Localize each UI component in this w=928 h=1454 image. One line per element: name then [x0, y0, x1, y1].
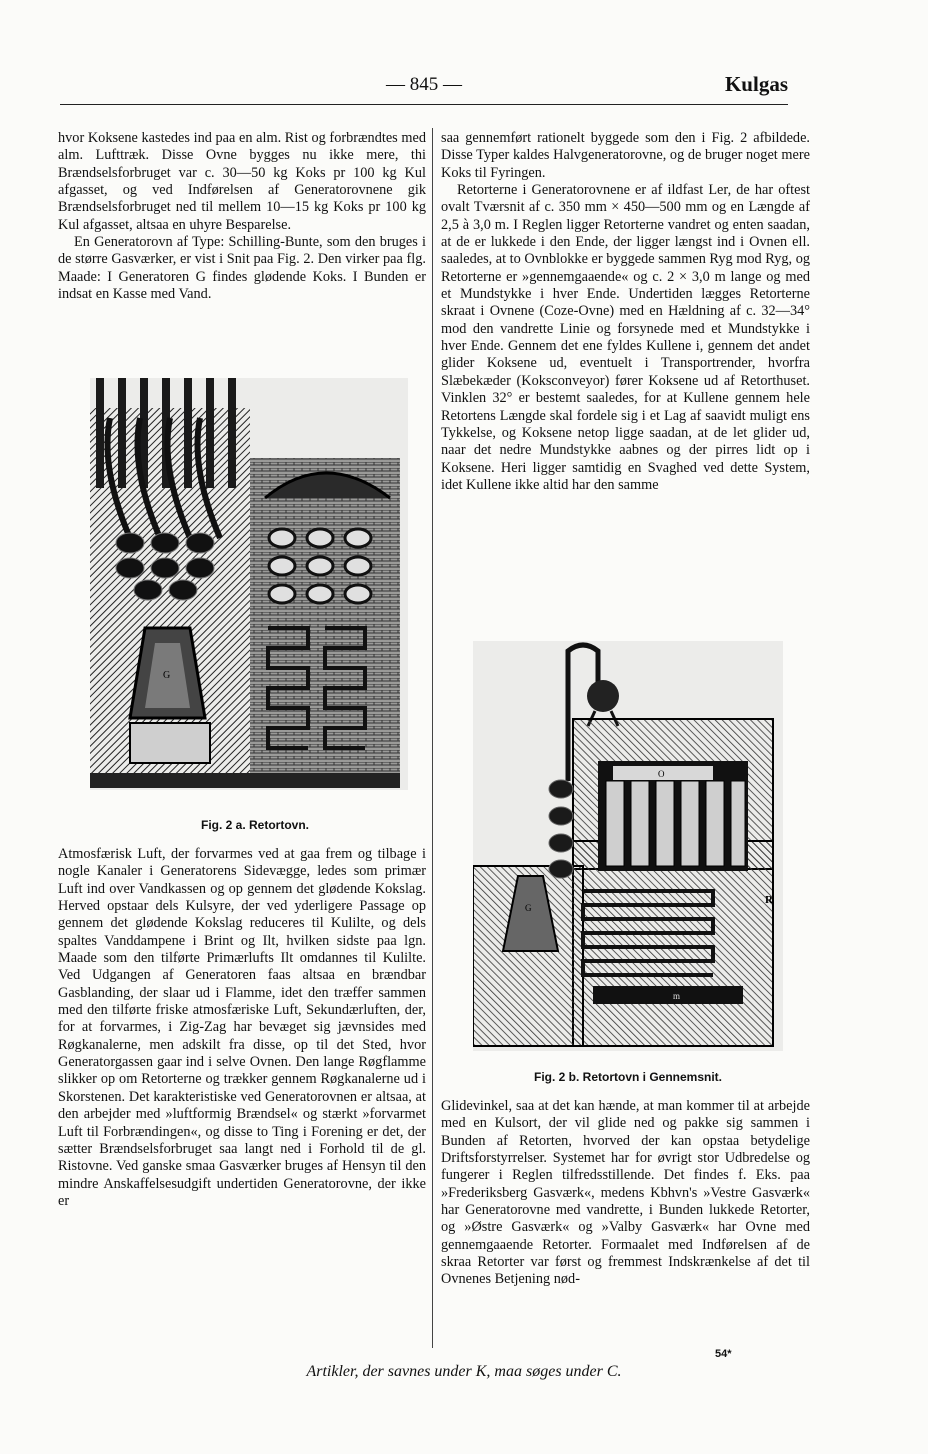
figure-2a-retortovn: [90, 378, 408, 790]
signature-mark: 54*: [715, 1348, 732, 1360]
fig-a-label-g: G: [163, 670, 171, 681]
right-column-top: [441, 130, 810, 494]
fig-b-label-m: m: [673, 991, 681, 1001]
fig-b-label-g: G: [525, 903, 532, 913]
page-header: [60, 70, 788, 104]
right-column-bottom: [441, 1098, 810, 1289]
paragraph: En Generatorovn af Type: Schilling-Bunte, som den bruges i de større Gasværker, er vist i Snit paa Fig. 2. Den virker paa flg. Maade: I Generatoren G findes glødende Koks. I Bunden er indsat en Kasse med Vand.: [58, 234, 426, 303]
paragraph: Retorterne i Generatorovnene er af ildfast Ler, de har oftest ovalt Tværsnit af c. 350 mm × 450—500 mm og en Længde af 2,5 à 3,0 m. I Reglen ligger Retorterne vandret og enten saadan, at de er lukkede i den Ende, der ligger længst ind i Ovnen ell. saaledes, at to Ovnblokke er byggede sammen Ryg mod Ryg, og Retorterne er »gennemgaaende« og c. 2 × 3,0 m lange og med et Mundstykke i hver Ende. Undertiden lægges Retorterne skraat i Ovnene (Coze-Ovne) med en Hældning af c. 32—34° mod den vandrette Linie og forsynede med et Mundstykke i hver Ende. Gennem det ene fyldes Kullene i, gennem det andet glider Koksene ud, eventuelt i Transportrender, hvorfra Slæbekæder (Koksconveyor) fører Koksene ud af Retorthuset. Vinklen 32° er bestemt saaledes, for at Kullene gennem hele Retortens Længde skal fordele sig i et Lag af saavidt muligt ens Tykkelse, og Koksene netop ligge saadan, at de let glider ud, naar det nedre Mundstykke aabnes og der pirres lidt op i Koksene. Heri ligger samtidig en Svaghed ved dette System, idet Kullene ikke altid har den samme: [441, 182, 810, 493]
column-divider: [432, 128, 433, 1348]
figure-2a-caption: Fig. 2 a. Retortovn.: [200, 818, 309, 832]
figure-2b-retortovn-gennemsnit: [473, 641, 783, 1051]
left-column-top: [58, 130, 426, 303]
fig-b-label-o: O: [658, 769, 665, 779]
retort-oven-illustration: [90, 378, 408, 790]
figure-2b-caption: Fig. 2 b. Retortovn i Gennemsnit.: [533, 1070, 722, 1084]
paragraph: hvor Koksene kastedes ind paa en alm. Rist og forbrændtes med alm. Lufttræk. Disse Ovne bygges nu ikke mere, thi Brændselsforbruget var c. 30—50 kg Koks pr 100 kg Kul afgasset, og ved Indførelsen af Generatorovnene gik Brændselsforbruget ned til mellem 10—15 kg Koks pr 100 kg Kul afgasset, altsaa en uhyre Besparelse.: [58, 130, 426, 233]
header-rule: [60, 104, 788, 105]
paragraph: Atmosfærisk Luft, der forvarmes ved at gaa frem og tilbage i nogle Kanaler i Generatorens Sidevægge, ledes som primær Luft ind over Vandkassen og op gennem det glødende Kokslag. Herved opstaar dels Kulsyre, der ved yderligere Passage op gennem det glødende Kokslag reduceres til Kulilte, og dels spaltes Vanddampene i Brint og Ilt, hvilken sidste paa lgn. Maade som den tilførte Primærlufts Ilt omdannes til Kulilte. Ved Udgangen af Generatoren faas altsaa en brændbar Gasblanding, der slaar ud i Flamme, idet den træffer sammen med den tilførte friske atmosfæriske Luft, Sekundærluften, der, for at forvarmes, i Zig-Zag har bevæget sig jævnsides med Røgkanalerne, men adskilt fra disse, op til det Sted, hvor Generatorgassen gaar ind i selve Ovnen. Den lange Røgflamme slikker op om Retorterne og trækker gennem Røgkanalerne ud i Skorstenen. Det karakteristiske ved Generatorovnen er altsaa, at den arbejder med »luftformig Brændsel« og stærkt »forvarmet Luft til Forbrændingen«, og disse to Ting i Forening er det, der sætter Brændselsforbruget saa langt ned i Forhold til de gl. Ristovne. Ved ganske smaa Gasværker bruges af Hensyn til den mindre Anskaffelsesudgift undertiden Generatorovne, der ikke er: [58, 846, 426, 1209]
page-footer: Artikler, der savnes under K, maa søges under C.: [306, 1363, 622, 1380]
running-head: Kulgas: [724, 72, 788, 96]
left-column-bottom: [58, 846, 426, 1210]
page-number: — 845 —: [386, 74, 462, 95]
paragraph: Glidevinkel, saa at det kan hænde, at man kommer til at arbejde med en Kulsort, der vil glide ned og pakke sig sammen i Bunden af Retorten, hvorved der kan opstaa betydelige Driftsforstyrrelser. Systemet har for øvrigt stor Udbredelse og fungerer i Reglen tilfredsstillende. Det findes f. Eks. paa »Frederiksberg Gasværk«, medens Kbhvn's »Vestre Gasværk« har Generatorovne med vandrette, i Bunden lukkede Retorter, og »Østre Gasværk« og »Valby Gasværk« har Ovne med gennemgaaende Retorter. Formaalet med Indførelsen af de skraa Retorter var først og fremmest Indskrænkelse af det til Ovnenes Betjening nød-: [441, 1098, 810, 1288]
fig-b-label-r: R: [765, 894, 773, 906]
retort-oven-section-illustration: [473, 641, 783, 1051]
paragraph: saa gennemført rationelt byggede som den i Fig. 2 afbildede. Disse Typer kaldes Halvgeneratorovne, og de bruger noget mere Koks til Fyringen.: [441, 130, 810, 181]
